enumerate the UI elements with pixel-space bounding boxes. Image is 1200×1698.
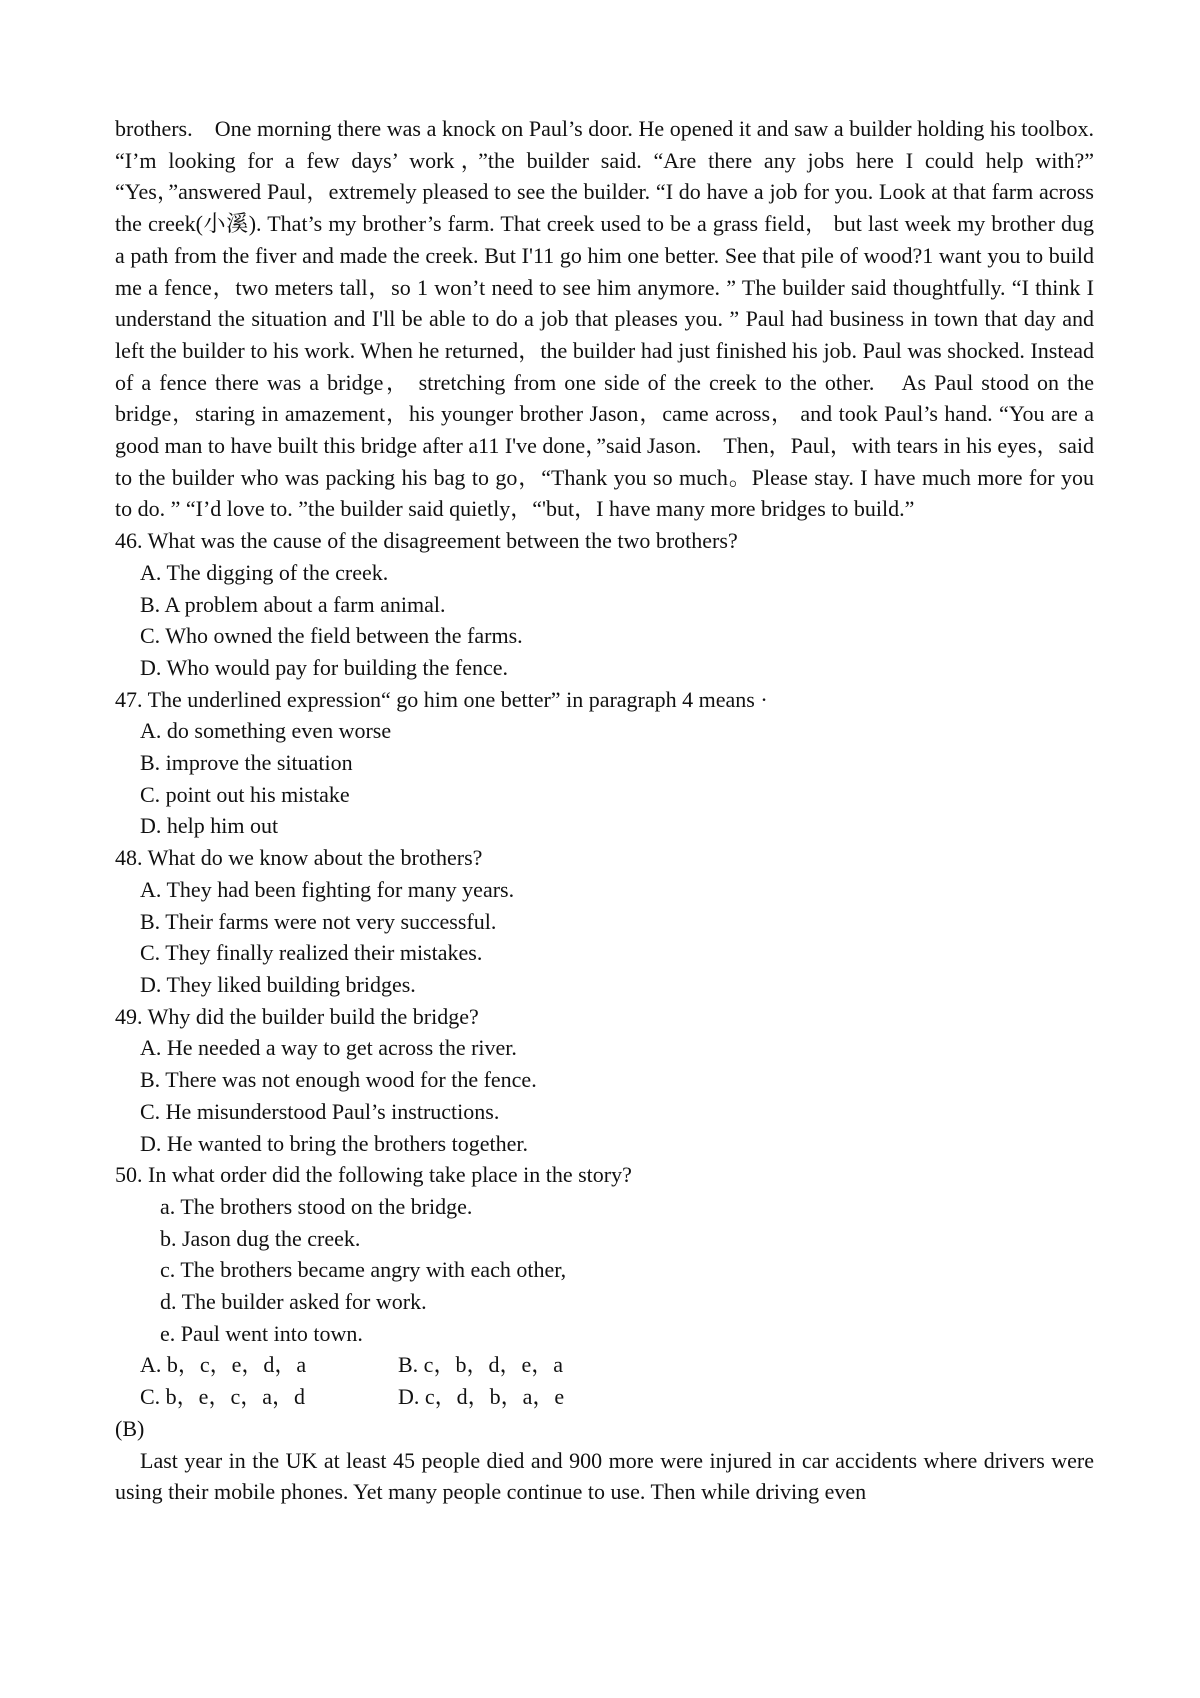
question-46: [115, 525, 1094, 684]
option-d: D. They liked building bridges.: [140, 971, 416, 997]
question-stem: 48. What do we know about the brothers?: [115, 845, 483, 871]
question-49: [115, 1001, 1094, 1160]
option-b: B. A problem about a farm animal.: [140, 591, 446, 617]
question-50: [115, 1159, 1094, 1413]
passage-b-text: Last year in the UK at least 45 people died and 900 more were injured in car accidents where drivers were using their mobile phones. Yet many people continue to use. Then while driving even: [115, 1447, 1094, 1505]
option-a: A. do something even worse: [140, 718, 392, 744]
option-c: C. point out his mistake: [140, 781, 350, 807]
option-c: C. Who owned the field between the farms.: [140, 623, 523, 649]
option-d: D. He wanted to bring the brothers together.: [140, 1130, 528, 1156]
option-a: A. b，c，e，d，a: [140, 1352, 307, 1378]
option-d: D. help him out: [140, 813, 279, 839]
option-a: A. They had been fighting for many years.: [140, 876, 515, 902]
passage-a-text: brothers. One morning there was a knock on Paul’s door. He opened it and saw a builder holding his toolbox. “I’m looking for a few days’ work，”the builder said. “Are there any jobs here I could help with?” “Yes，”answered Paul，extremely pleased to see the builder. “I do have a job for you. Look at that farm across the creek(小溪). That’s my brother’s farm. That creek used to be a grass field， but last week my brother dug a path from the fiver and made the creek. But I'11 go him one better. See that pile of wood?1 want you to build me a fence，two meters tall，so 1 won’t need to see him anymore. ” The builder said thoughtfully. “I think I understand the situation and I'll be able to do a job that pleases you. ” Paul had business in town that day and left the builder to his work. When he returned，the builder had just finished his job. Paul was shocked. Instead of a fence there was a bridge， stretching from one side of the creek to the other. As Paul stood on the bridge，staring in amazement，his younger brother Jason，came across， and took Paul’s hand. “You are a good man to have built this bridge after a11 I've done，”said Jason. Then，Paul，with tears in his eyes，said to the builder who was packing his bag to go，“Thank you so much。Please stay. I have much more for you to do. ” “I’d love to. ”the builder said quietly，“'but，I have many more bridges to build.”: [115, 116, 1094, 522]
option-a: A. He needed a way to get across the river.: [140, 1035, 517, 1061]
event-b: b. Jason dug the creek.: [160, 1225, 361, 1251]
option-b: B. c，b，d，e，a: [398, 1352, 563, 1378]
question-47: [115, 684, 1094, 843]
section-b-label: (B): [115, 1415, 145, 1441]
option-b: B. Their farms were not very successful.: [140, 908, 497, 934]
option-d: D. c，d，b，a，e: [398, 1384, 565, 1410]
option-c: C. He misunderstood Paul’s instructions.: [140, 1098, 500, 1124]
event-a: a. The brothers stood on the bridge.: [160, 1193, 473, 1219]
order-options: [115, 1349, 1094, 1412]
event-c: c. The brothers became angry with each other,: [160, 1257, 567, 1283]
event-d: d. The builder asked for work.: [160, 1289, 427, 1315]
option-d: D. Who would pay for building the fence.: [140, 654, 509, 680]
question-48: [115, 842, 1094, 1001]
option-b: B. improve the situation: [140, 750, 353, 776]
question-stem: 49. Why did the builder build the bridge?: [115, 1003, 479, 1029]
option-b: B. There was not enough wood for the fence.: [140, 1067, 537, 1093]
option-c: C. They finally realized their mistakes.: [140, 940, 483, 966]
question-stem: 47. The underlined expression“ go him one better” in paragraph 4 means ·: [115, 686, 768, 712]
option-a: A. The digging of the creek.: [140, 559, 389, 585]
event-e: e. Paul went into town.: [160, 1320, 363, 1346]
question-stem: 46. What was the cause of the disagreement between the two brothers?: [115, 528, 738, 554]
option-c: C. b，e，c，a，d: [140, 1384, 305, 1410]
question-stem: 50. In what order did the following take place in the story?: [115, 1162, 632, 1188]
